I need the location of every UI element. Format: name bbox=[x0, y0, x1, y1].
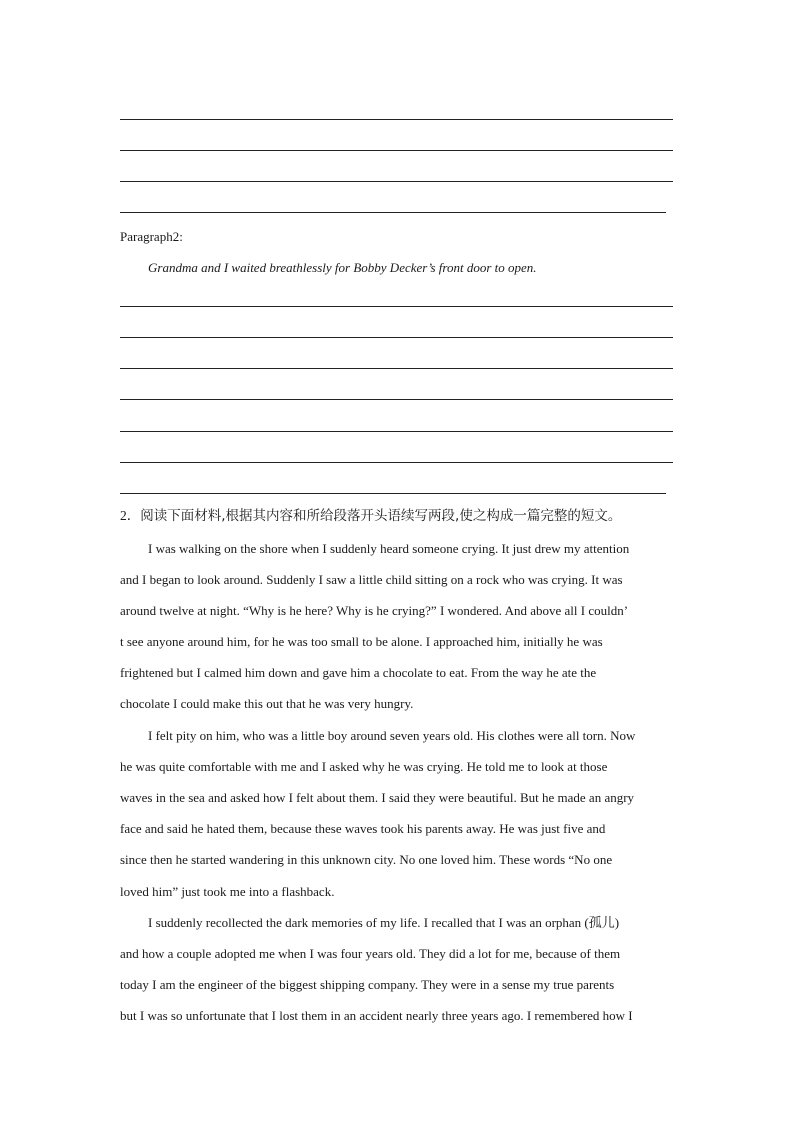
answer-line[interactable] bbox=[120, 212, 666, 213]
question-text: 阅读下面材料,根据其内容和所给段落开头语续写两段,使之构成一篇完整的短文。 bbox=[140, 508, 622, 524]
paragraph2-opening-sentence: Grandma and I waited breathlessly for Bobby Decker’s front door to open. bbox=[148, 260, 537, 275]
answer-line[interactable] bbox=[120, 431, 673, 432]
question-2-instruction bbox=[120, 507, 621, 525]
paragraph2-label: Paragraph2: bbox=[120, 229, 183, 244]
passage-line: he was quite comfortable with me and I asked why he was crying. He told me to look at those bbox=[120, 759, 608, 774]
passage-line: since then he started wandering in this unknown city. No one loved him. These words “No one bbox=[120, 852, 613, 867]
answer-line[interactable] bbox=[120, 150, 673, 151]
answer-line[interactable] bbox=[120, 306, 673, 307]
passage-line: and how a couple adopted me when I was four years old. They did a lot for me, because of them bbox=[120, 946, 621, 961]
passage-line: chocolate I could make this out that he was very hungry. bbox=[120, 696, 414, 711]
passage-line: t see anyone around him, for he was too small to be alone. I approached him, initially he was bbox=[120, 634, 603, 649]
answer-line[interactable] bbox=[120, 337, 673, 338]
passage-line: frightened but I calmed him down and gave him a chocolate to eat. From the way he ate the bbox=[120, 665, 597, 680]
answer-line[interactable] bbox=[120, 399, 673, 400]
answer-line[interactable] bbox=[120, 181, 673, 182]
answer-line[interactable] bbox=[120, 462, 673, 463]
passage-line: I was walking on the shore when I suddenly heard someone crying. It just drew my attention bbox=[148, 541, 630, 556]
passage-line: waves in the sea and asked how I felt about them. I said they were beautiful. But he made an angry bbox=[120, 790, 635, 805]
answer-line[interactable] bbox=[120, 493, 666, 494]
passage-line: face and said he hated them, because these waves took his parents away. He was just five and bbox=[120, 821, 606, 836]
passage-line: I suddenly recollected the dark memories of my life. I recalled that I was an orphan (孤儿) bbox=[148, 915, 620, 930]
passage-line: I felt pity on him, who was a little boy around seven years old. His clothes were all torn. Now bbox=[148, 728, 636, 743]
passage-line: loved him” just took me into a flashback. bbox=[120, 884, 335, 899]
passage-line: and I began to look around. Suddenly I saw a little child sitting on a rock who was crying. It was bbox=[120, 572, 623, 587]
passage-line: today I am the engineer of the biggest shipping company. They were in a sense my true parents bbox=[120, 977, 615, 992]
answer-line[interactable] bbox=[120, 368, 673, 369]
passage-line: around twelve at night. “Why is he here? Why is he crying?” I wondered. And above all I couldn’ bbox=[120, 603, 629, 618]
answer-line[interactable] bbox=[120, 119, 673, 120]
passage-line: but I was so unfortunate that I lost them in an accident nearly three years ago. I remembered how I bbox=[120, 1008, 633, 1023]
question-number: 2． bbox=[120, 508, 141, 523]
